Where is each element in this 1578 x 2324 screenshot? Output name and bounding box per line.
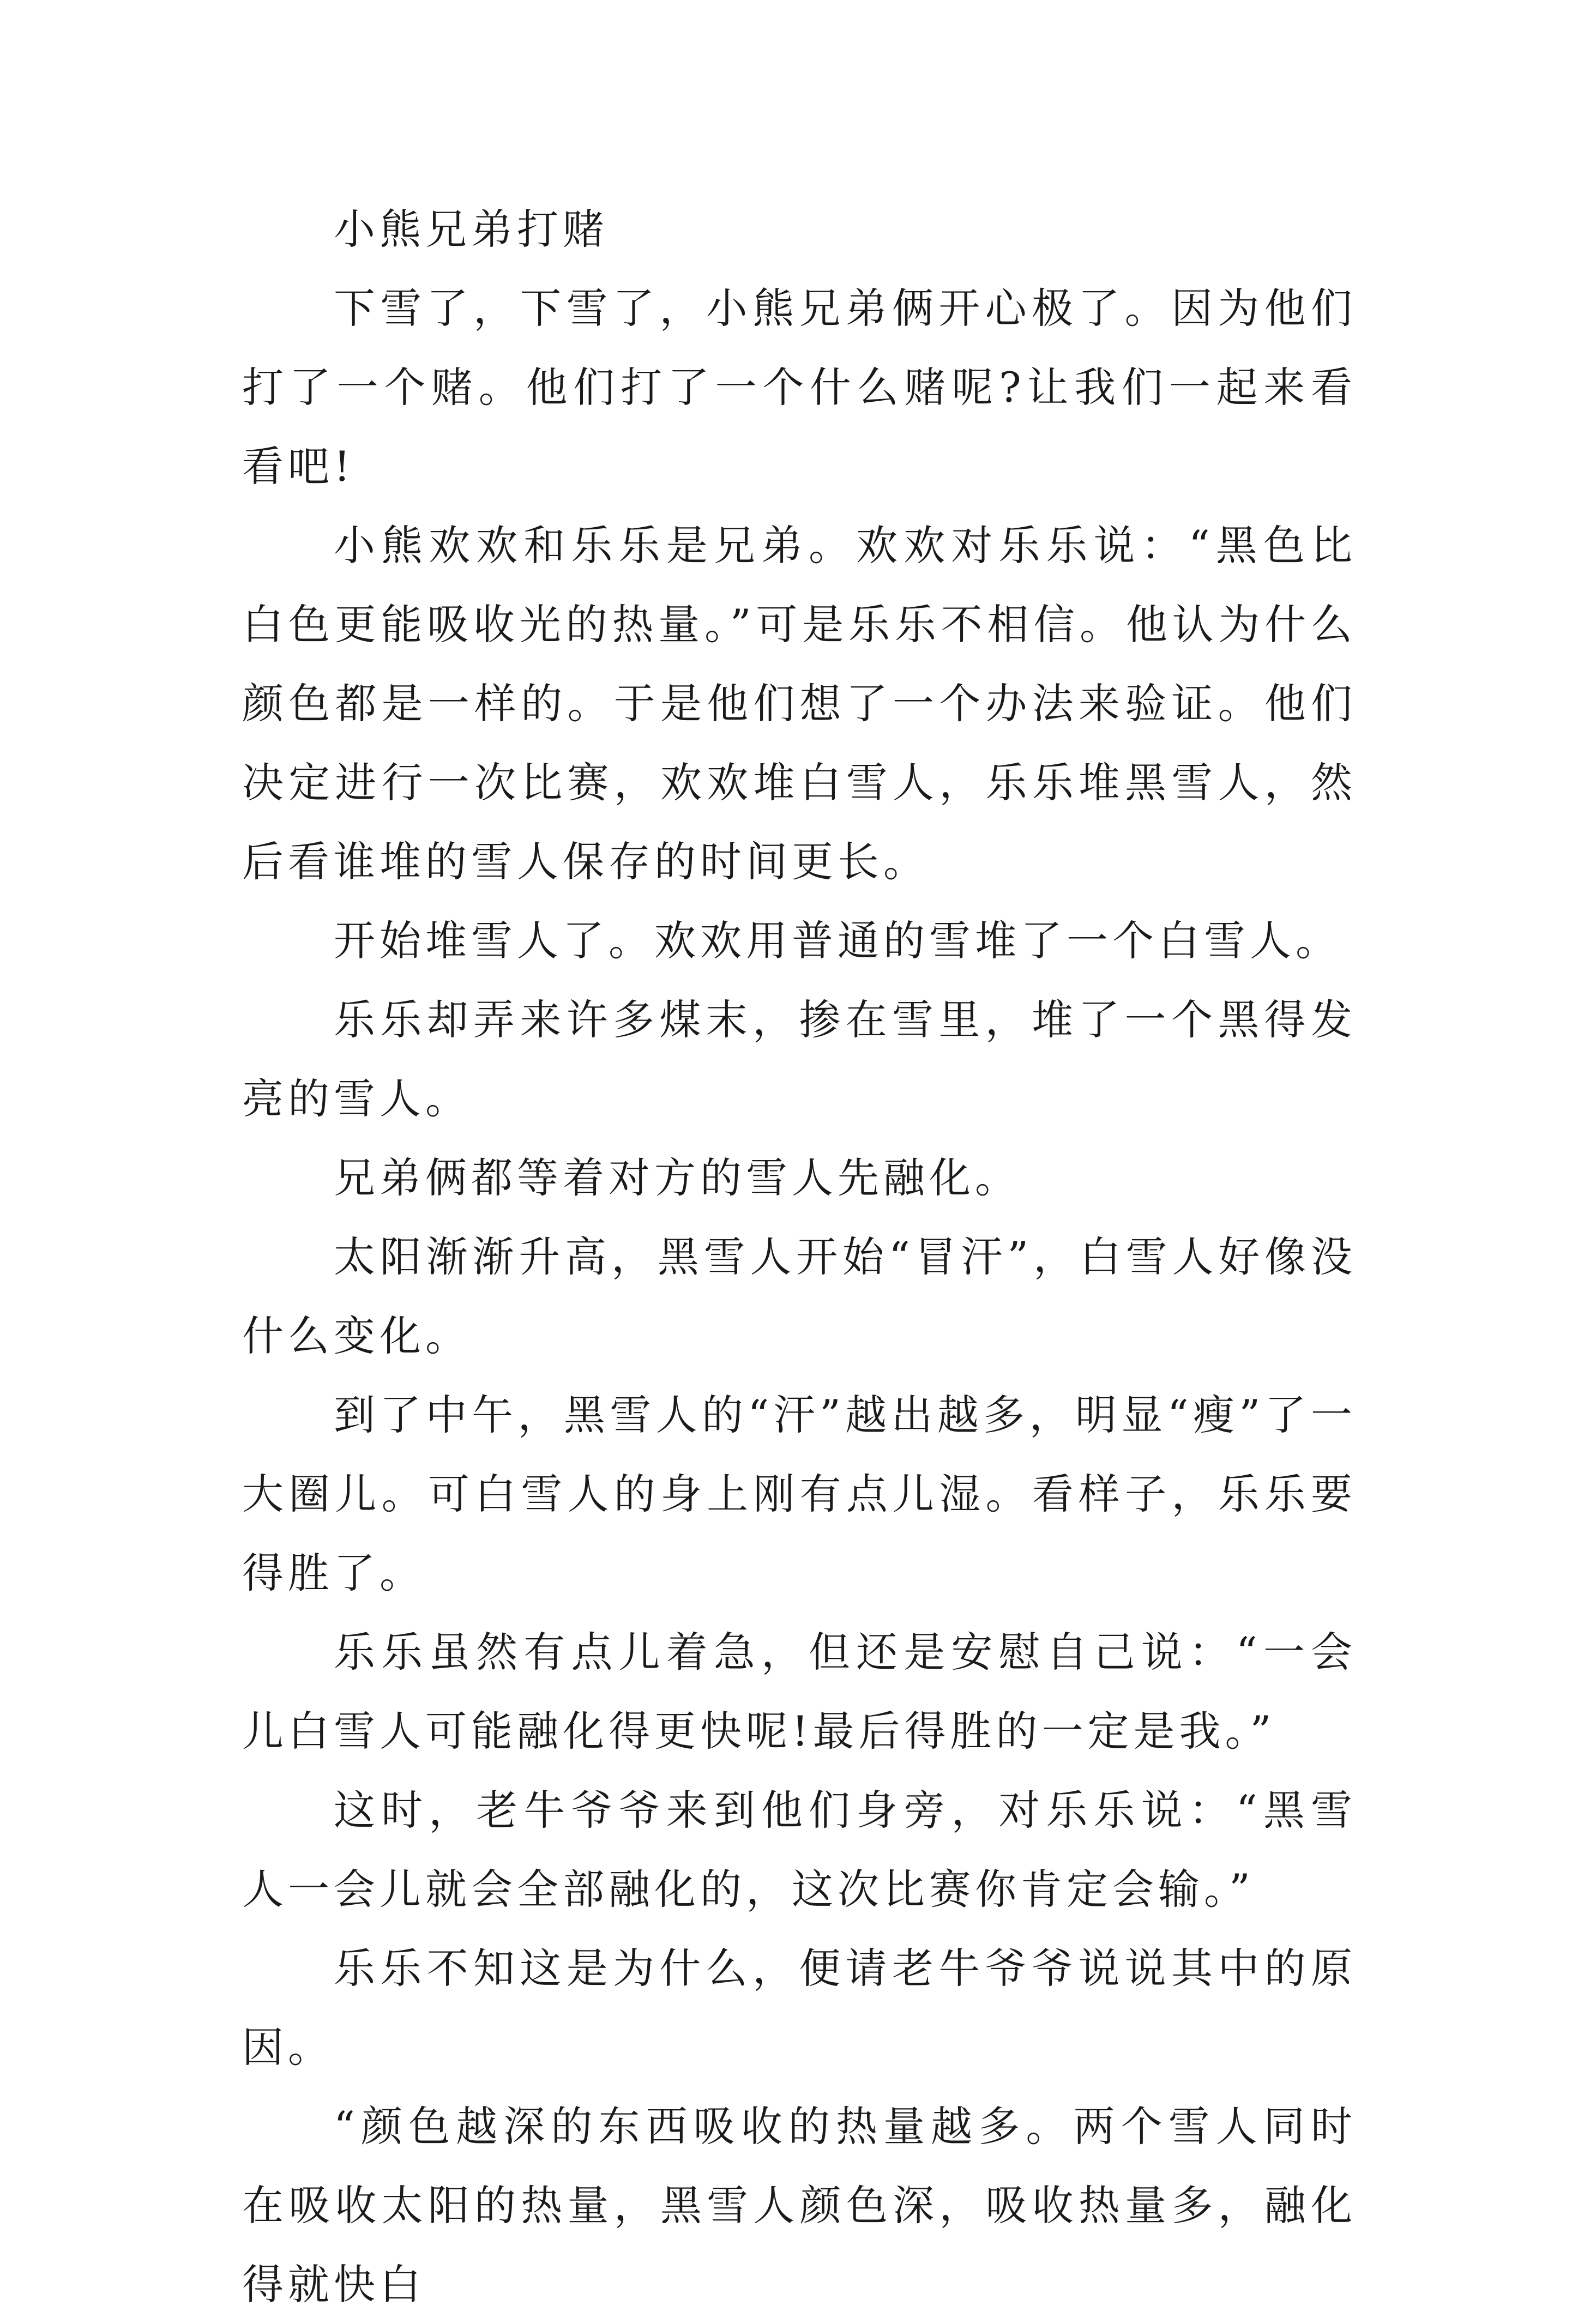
document-body — [242, 190, 1357, 2324]
paragraph-4: 乐乐却弄来许多煤末，掺在雪里，堆了一个黑得发亮的雪人。 — [242, 995, 1357, 1123]
paragraph-9: 这时，老牛爷爷来到他们身旁，对乐乐说：“黑雪人一会儿就会全部融化的，这次比赛你肯定会输。” — [242, 1786, 1357, 1913]
paragraph-10: 乐乐不知这是为什么，便请老牛爷爷说说其中的原因。 — [242, 1944, 1357, 2072]
paragraph-5: 兄弟俩都等着对方的雪人先融化。 — [334, 1154, 1021, 1202]
paragraph-6: 太阳渐渐升高，黑雪人开始“冒汗”，白雪人好像没什么变化。 — [242, 1233, 1357, 1360]
paragraph-2: 小熊欢欢和乐乐是兄弟。欢欢对乐乐说：“黑色比白色更能吸收光的热量。”可是乐乐不相信。他认为什么颜色都是一样的。于是他们想了一个办法来验证。他们决定进行一次比赛，欢欢堆白雪人，乐乐堆黑雪人，然后看谁堆的雪人保存的时间更长。 — [242, 521, 1357, 886]
paragraph-1: 下雪了，下雪了，小熊兄弟俩开心极了。因为他们打了一个赌。他们打了一个什么赌呢?让我们一起来看看吧! — [242, 284, 1357, 491]
paragraph-3: 开始堆雪人了。欢欢用普通的雪堆了一个白雪人。 — [334, 916, 1341, 965]
document-title: 小熊兄弟打赌 — [334, 205, 609, 253]
paragraph-11: “颜色越深的东西吸收的热量越多。两个雪人同时在吸收太阳的热量，黑雪人颜色深，吸收热量多，融化得就快白 — [242, 2102, 1357, 2309]
paragraph-7: 到了中午，黑雪人的“汗”越出越多，明显“瘦”了一大圈儿。可白雪人的身上刚有点儿湿。看样子，乐乐要得胜了。 — [242, 1391, 1357, 1597]
paragraph-8: 乐乐虽然有点儿着急，但还是安慰自己说：“一会儿白雪人可能融化得更快呢!最后得胜的一定是我。” — [242, 1628, 1357, 1755]
